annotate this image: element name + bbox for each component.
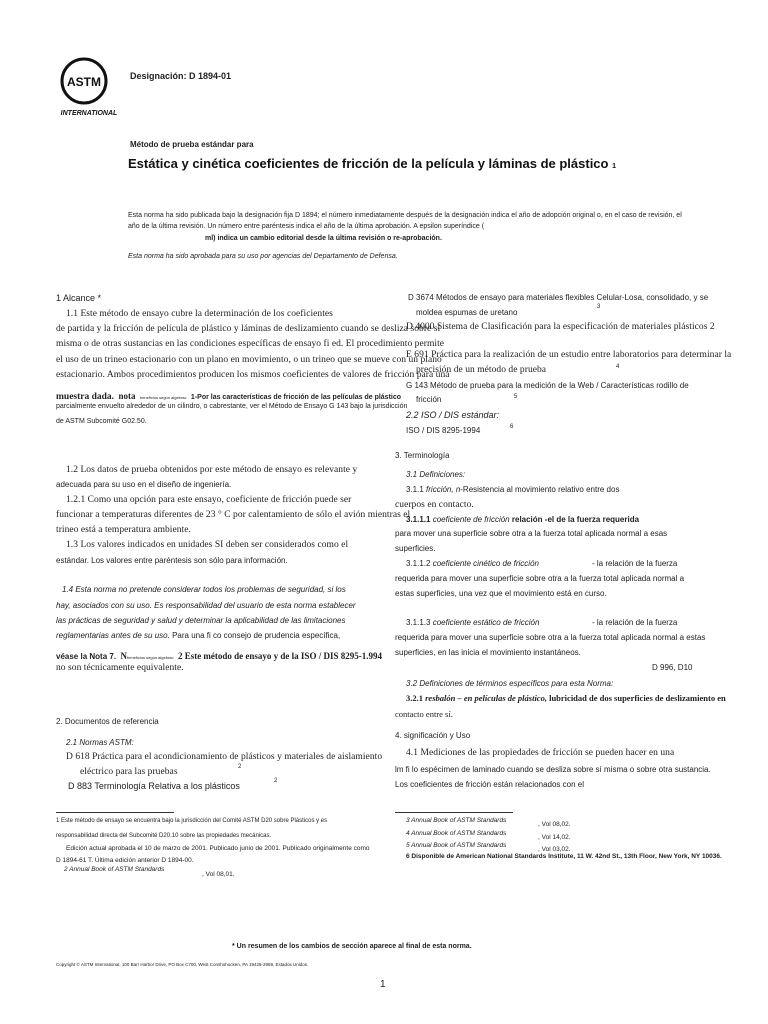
designation: Designación: D 1894-01 <box>130 71 232 81</box>
section-3-2-heading: 3.2 Definiciones de términos específicos para esta Norma: <box>406 679 614 688</box>
para-1-1-line-4: el uso de un trineo estacionario con un plano en movimiento, o un trineo que se mueve con un plano <box>56 355 442 365</box>
note-2-line-2: no son técnicamente equivalente. <box>56 663 184 673</box>
ref-d996: D 996, D10 <box>652 663 693 672</box>
def-3-1-1-2-tail: - la relación de la fuerza <box>592 559 678 568</box>
para-4-1-line-2: lm fi lo espécimen de laminado cuando se desliza sobre sí misma o sobre otra sustancia. <box>395 765 711 774</box>
para-1-4-line-4: reglamentarias antes de su uso. Para una fi co consejo de prudencia específica, <box>56 631 341 640</box>
ref-d618-sup: 2 <box>238 764 242 770</box>
para-1-2-line-2: adecuada para su uso en el diseño de ingeniería. <box>56 480 232 489</box>
ref-d618-line-1: D 618 Práctica para el acondicionamiento de plásticos y materiales de aislamiento <box>66 752 383 762</box>
astm-logo <box>56 55 122 117</box>
note-2-line: véase la Nota 7. Nbeneficios según algebrac 2 Este método de ensayo y de la ISO / DIS 8295-1.994 <box>56 651 382 661</box>
ref-d3674-line-2: moldea espumas de uretano <box>416 308 518 317</box>
para-1-1-line-6: muestra dada. nota beneficios según algebrac 1-Por las características de fricción de las películas de plástico <box>56 391 402 402</box>
footnote-1-line-1: 1 Este método de ensayo se encuentra bajo la jurisdicción del Comité ASTM D20 sobre Plásticos y es <box>56 818 328 824</box>
section-3-heading: 3. Terminología <box>395 451 450 460</box>
para-1-1-line-5: estacionario. Ambos procedimientos producen los mismos coeficientes de valores de fricción para una <box>56 370 450 380</box>
footnote-2-book: 2 Annual Book of ASTM Standards <box>64 866 165 873</box>
iso-sup: 6 <box>510 424 514 430</box>
title-pre: Método de prueba estándar para <box>130 140 254 149</box>
note-1-line-1: parcialmente envuelto alrededor de un cilindro, o cabrestante, ver el Método de Ensayo G 143 bajo la jurisdicción <box>56 403 408 410</box>
para-1-4-line-1: 1.4 Esta norma no pretende considerar todos los problemas de seguridad, si los <box>62 585 346 594</box>
footnote-5-book: 5 Annual Book of ASTM Standards <box>406 842 507 849</box>
def-3-1-1-line-2: cuerpos en contacto. <box>395 500 474 510</box>
footnote-1-line-4: D 1894-61 T. Última edición anterior D 1894-00. <box>56 857 194 864</box>
footnote-3-book: 3 Annual Book of ASTM Standards <box>406 817 507 824</box>
intro-line-2: año de la última revisión. Un número entre paréntesis indica el año de la última aprobación. A epsilon superíndice ( <box>128 223 485 230</box>
ref-d3674-line-1: D 3674 Métodos de ensayo para materiales flexibles Celular-Losa, consolidado, y se <box>408 293 709 302</box>
para-4-1-line-3: Los coeficientes de fricción están relacionados con el <box>395 780 584 789</box>
ref-d618-line-2: eléctrico para las pruebas <box>80 767 178 777</box>
def-3-2-1-line-2: contacto entre sí. <box>395 709 453 719</box>
ref-e691-line-1: E 691 Práctica para la realización de un estudio entre laboratorios para determinar la <box>406 350 732 360</box>
footnote-1-line-2: responsabilidad directa del Subcomité D20.10 sobre las propiedades mecánicas. <box>56 833 272 839</box>
def-3-1-1-2-line-2: requerida para mover una superficie sobre otra a la fuerza total aplicada normal a <box>395 574 685 583</box>
summary-note: * Un resumen de los cambios de sección aparece al final de esta norma. <box>232 943 472 950</box>
intro-line-1: Esta norma ha sido publicada bajo la designación fija D 1894; el número inmediatamente después de la designación indica el año de adopción original o, en el caso de revisión, el <box>128 212 682 219</box>
logo-text: ASTM <box>67 75 101 89</box>
ref-g143-sup: 5 <box>514 394 518 400</box>
footnote-5-vol: , Vol 03,02. <box>538 846 571 853</box>
ref-d4000: D 4000 Sistema de Clasificación para la especificación de materiales plásticos 2 <box>406 322 715 332</box>
def-3-1-1-2-line-3: estas superficies, una vez que el movimiento está en curso. <box>395 589 607 598</box>
para-1-1-line-1: 1.1 Este método de ensayo cubre la determinación de los coeficientes <box>66 309 333 319</box>
para-1-3-line-1: 1.3 Los valores indicados en unidades SI deben ser considerados como el <box>66 540 349 550</box>
intro-line-3: ml) indica un cambio editorial desde la última revisión o re-aprobación. <box>205 235 442 242</box>
logo-subtext: INTERNATIONAL <box>60 110 118 117</box>
footnote-6: 6 Disponible de American National Standards Institute, 11 W. 42nd St., 13th Floor, New York, NY 10036. <box>406 853 722 860</box>
def-3-1-1-2: 3.1.1.2 coeficiente cinético de fricción <box>406 559 539 568</box>
footnote-rule-left <box>56 812 174 813</box>
para-1-1-line-3: misma o de otras sustancias en las condiciones específicas de ensayo fi ed. El procedimiento permite <box>56 339 445 349</box>
footnote-1-line-3: Edición actual aprobada el 10 de marzo de 2001. Publicado junio de 2001. Publicado originalmente como <box>66 845 370 852</box>
footnote-4-book: 4 Annual Book of ASTM Standards <box>406 830 507 837</box>
ref-g143-line-2: fricción <box>416 395 442 404</box>
page-number: 1 <box>380 979 386 990</box>
intro-line-4: Esta norma ha sido aprobada para su uso por agencias del Departamento de Defensa. <box>128 253 398 260</box>
ref-g143-line-1: G 143 Método de prueba para la medición de la Web / Características rodillo de <box>406 381 689 390</box>
ref-d3674-sup: 3 <box>597 304 601 310</box>
para-1-3-line-2: estándar. Los valores entre paréntesis son sólo para información. <box>56 556 288 565</box>
def-3-1-1-3: 3.1.1.3 coeficiente estático de fricción <box>406 618 540 627</box>
para-4-1-line-1: 4.1 Mediciones de las propiedades de fricción se pueden hacer en una <box>406 748 675 758</box>
ref-d883-sup: 2 <box>274 778 278 784</box>
para-1-4-line-2: hay, asociados con su uso. Es responsabilidad del usuario de esta norma establecer <box>56 601 356 610</box>
def-3-2-1: 3.2.1 resbalón – en películas de plástico, lubricidad de dos superficies de deslizamiento en <box>406 693 726 703</box>
footnote-rule-right <box>395 812 513 813</box>
def-3-1-1-1-line-2: para mover una superficie sobre otra a la fuerza total aplicada normal a esas <box>395 529 668 538</box>
def-3-1-1-3-line-3: superficies, en las inicia el movimiento instantáneos. <box>395 648 581 657</box>
para-1-2-line-1: 1.2 Los datos de prueba obtenidos por este método de ensayo es relevante y <box>66 465 358 475</box>
section-2-1-heading: 2.1 Normas ASTM: <box>66 738 134 747</box>
iso-standard: ISO / DIS 8295-1994 <box>406 426 481 435</box>
def-3-1-1-3-tail: - la relación de la fuerza <box>592 618 678 627</box>
para-1-2-1-line-3: trineo está a temperatura ambiente. <box>56 525 191 535</box>
ref-e691-sup: 4 <box>616 364 620 370</box>
def-3-1-1-1: 3.1.1.1 coeficiente de fricción relación -el de la fuerza requerida <box>406 515 640 524</box>
footnote-4-vol: , Vol 14,02. <box>538 834 571 841</box>
ref-e691-line-2: precisión de un método de prueba <box>416 365 547 375</box>
section-2-heading: 2. Documentos de referencia <box>56 717 159 726</box>
def-3-1-1-3-line-2: requerida para mover una superficie sobre otra a la fuerza total aplicada normal a estas <box>395 633 706 642</box>
para-1-1-line-2: de partida y la fricción de película de plástico y láminas de deslizamiento cuando se desliza sobre sí <box>56 324 441 334</box>
copyright: Copyright © ASTM International, 100 Barr Harbor Drive, PO Box C700, West Conshohocken, PA 19428-2959, Estados Unidos. <box>56 962 309 967</box>
section-1-heading: 1 Alcance * <box>56 293 102 303</box>
footnote-3-vol: , Vol 08,02. <box>538 821 571 828</box>
def-3-1-1: 3.1.1 fricción, n-Resistencia al movimiento relativo entre dos <box>406 485 620 494</box>
section-3-1-heading: 3.1 Definiciones: <box>406 470 466 479</box>
def-3-1-1-1-line-3: superficies. <box>395 544 436 553</box>
para-1-2-1-line-1: 1.2.1 Como una opción para este ensayo, coeficiente de fricción puede ser <box>66 495 352 505</box>
footnote-2-vol: , Vol 08,01. <box>202 871 235 878</box>
ref-d883: D 883 Terminología Relativa a los plásticos <box>68 781 240 791</box>
section-4-heading: 4. significación y Uso <box>395 731 471 740</box>
section-2-2-heading: 2.2 ISO / DIS estándar: <box>406 410 500 420</box>
para-1-2-1-line-2: funcionar a temperaturas diferentes de 23 ° C por calentamiento de sólo el avión mientras el <box>56 510 411 520</box>
para-1-4-line-3: las prácticas de seguridad y salud y determinar la aplicabilidad de las limitaciones <box>56 616 346 625</box>
note-1-line-2: de ASTM Subcomité G02.50. <box>56 418 147 425</box>
page-title: Estática y cinética coeficientes de fricción de la película y láminas de plástico 1 <box>128 156 617 171</box>
